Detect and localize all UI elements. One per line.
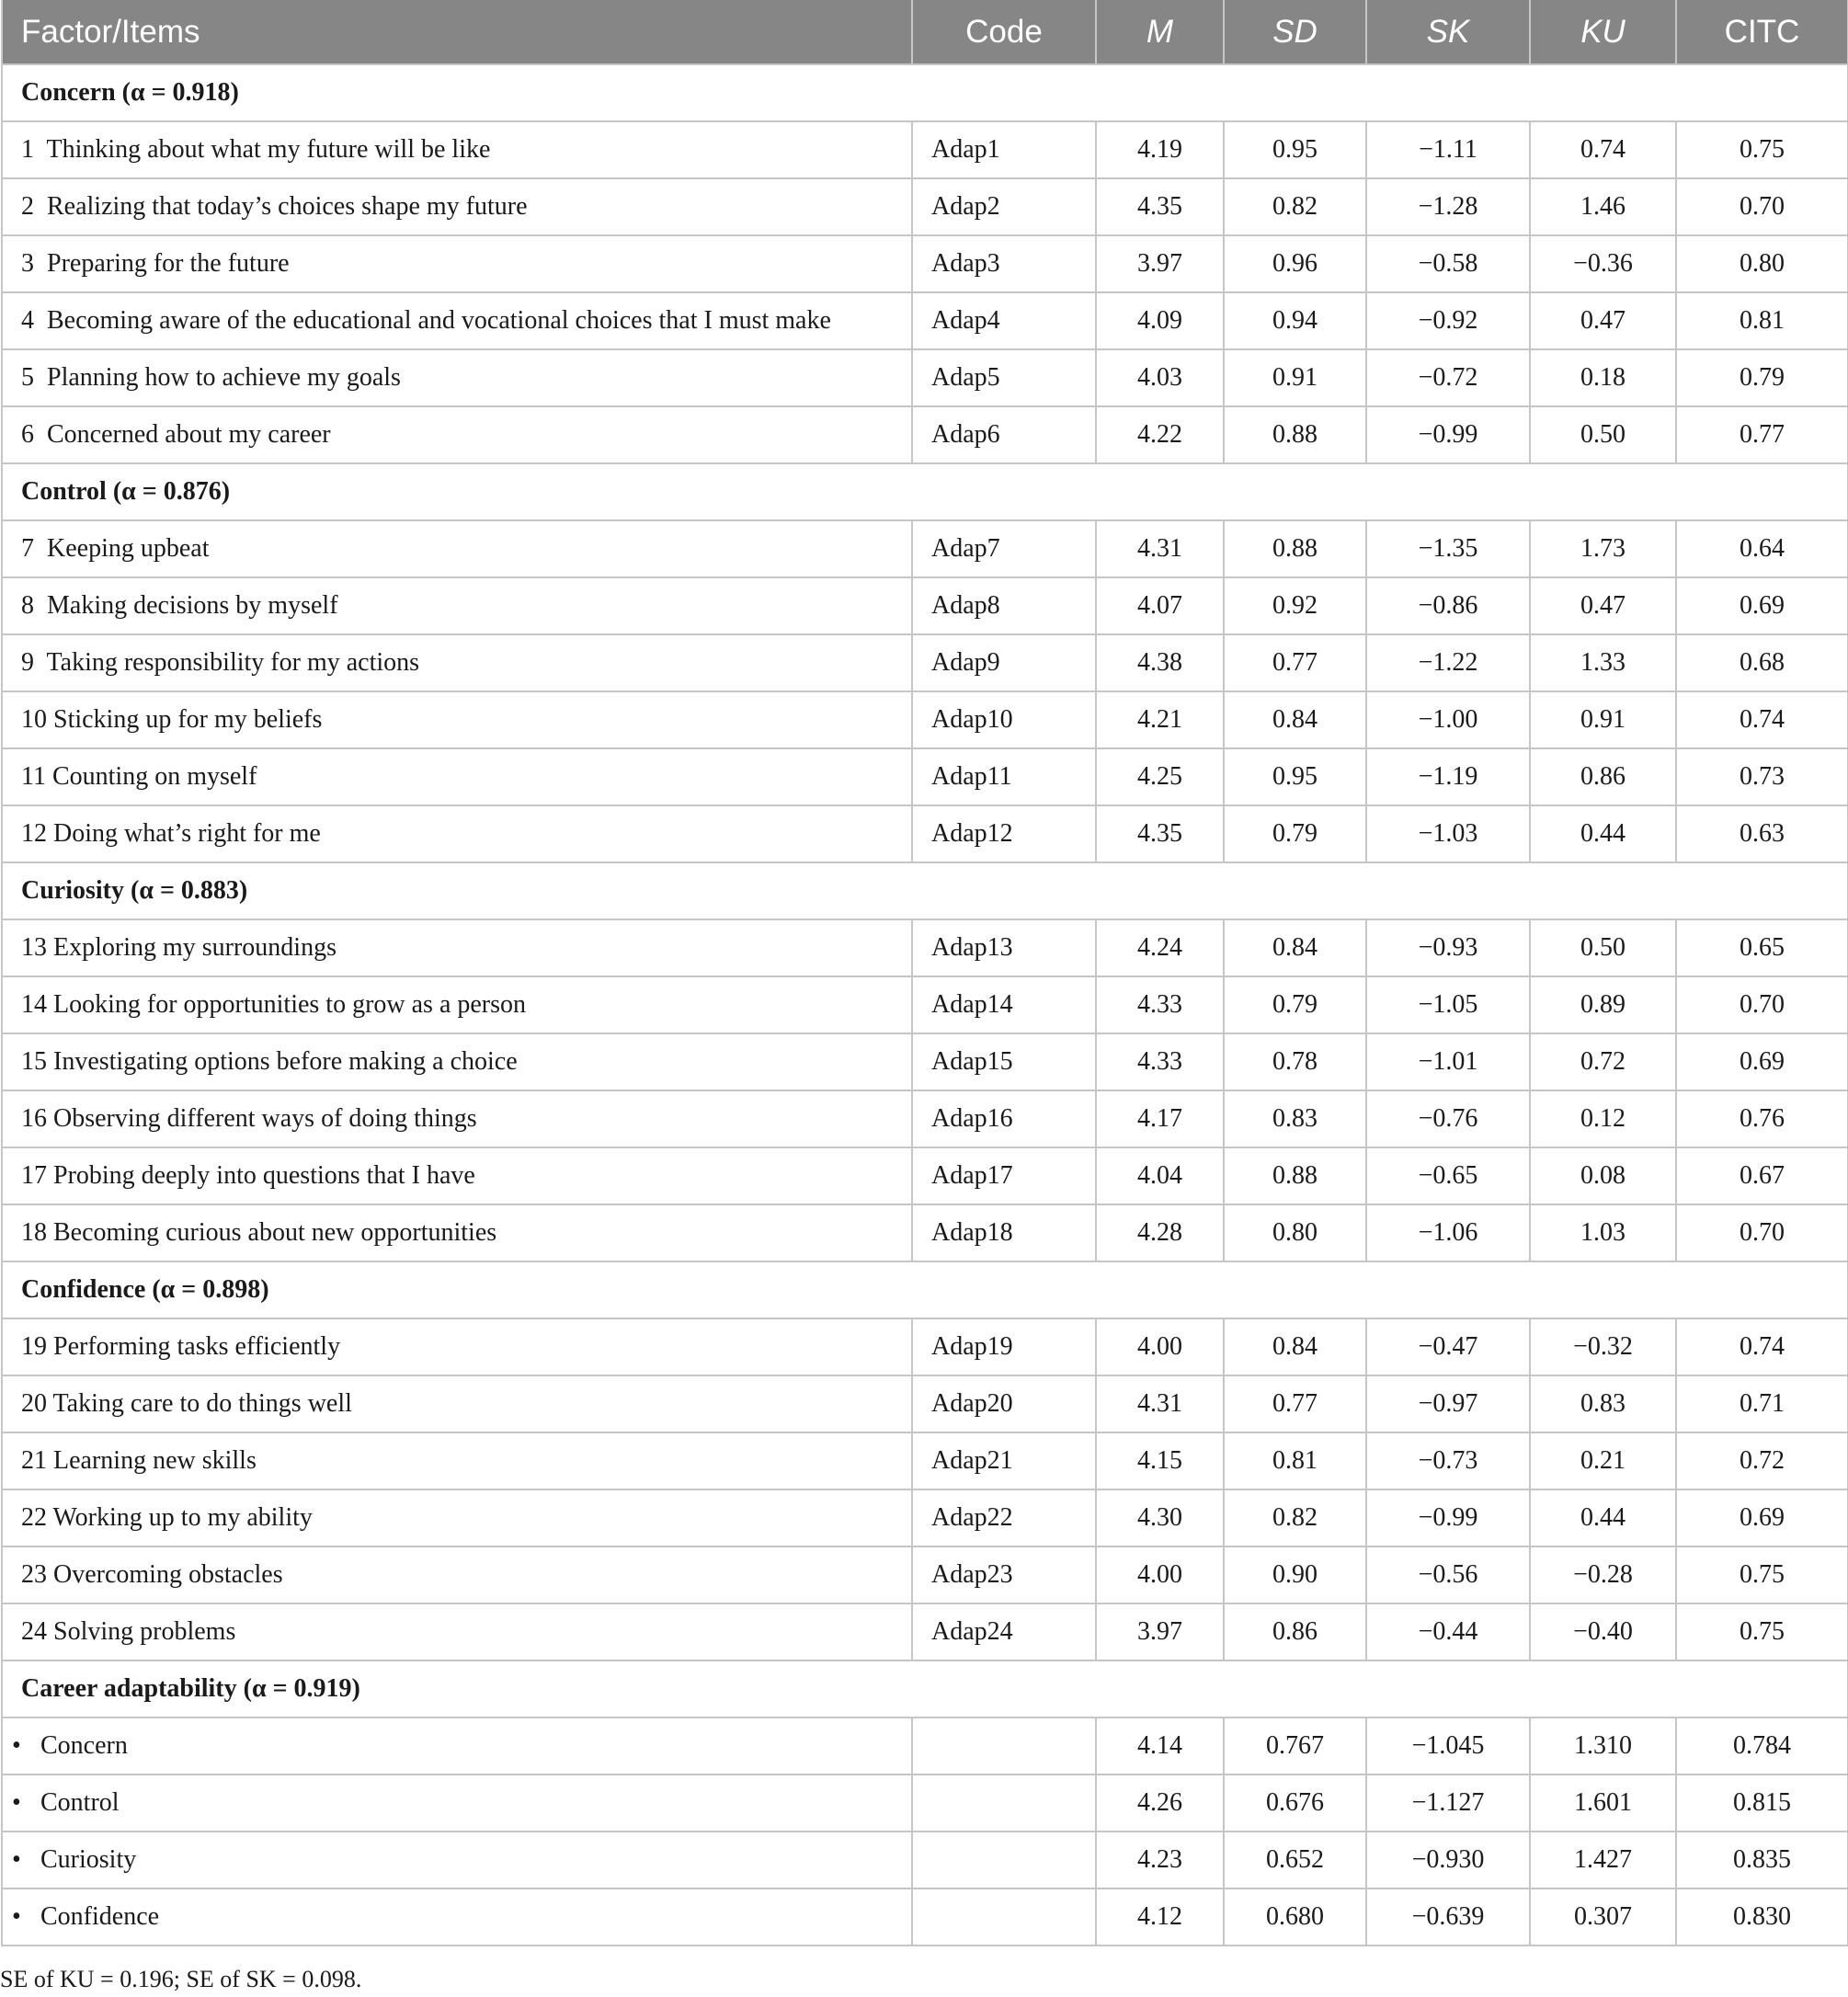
item-label: 18 Becoming curious about new opportunities: [21, 1218, 497, 1247]
code-cell: Adap14: [912, 976, 1096, 1033]
bullet-icon: •: [12, 1902, 21, 1931]
item-label: 7 Keeping upbeat: [21, 534, 210, 563]
skewness-cell: −1.05: [1366, 976, 1530, 1033]
code-cell: Adap9: [912, 634, 1096, 691]
citc-cell: 0.81: [1676, 292, 1848, 349]
code-cell: Adap7: [912, 520, 1096, 577]
item-label-cell: [2, 577, 912, 634]
citc-cell: 0.75: [1676, 121, 1848, 178]
kurtosis-cell: 1.310: [1530, 1717, 1676, 1774]
sd-cell: 0.84: [1224, 919, 1366, 976]
kurtosis-cell: 0.08: [1530, 1147, 1676, 1204]
table-row: [2, 1033, 1848, 1090]
bullet-icon: •: [12, 1845, 21, 1874]
item-label: 16 Observing different ways of doing things: [21, 1104, 477, 1133]
header-mean: M: [1096, 1, 1224, 65]
item-label-cell: [2, 1090, 912, 1147]
table-row: [2, 1204, 1848, 1261]
citc-cell: 0.75: [1676, 1546, 1848, 1603]
citc-cell: 0.69: [1676, 1489, 1848, 1546]
bullet-icon: •: [12, 1788, 21, 1817]
mean-cell: 4.12: [1096, 1889, 1224, 1946]
code-cell: Adap11: [912, 748, 1096, 805]
skewness-cell: −1.35: [1366, 520, 1530, 577]
mean-cell: 4.26: [1096, 1774, 1224, 1832]
sd-cell: 0.680: [1224, 1889, 1366, 1946]
kurtosis-cell: 0.18: [1530, 349, 1676, 406]
sd-cell: 0.95: [1224, 748, 1366, 805]
table-row: [2, 1832, 1848, 1889]
skewness-cell: −0.56: [1366, 1546, 1530, 1603]
table-row: [2, 1889, 1848, 1946]
code-cell: Adap15: [912, 1033, 1096, 1090]
skewness-cell: −0.86: [1366, 577, 1530, 634]
item-label: 11 Counting on myself: [21, 762, 257, 791]
kurtosis-cell: 0.72: [1530, 1033, 1676, 1090]
mean-cell: 4.15: [1096, 1432, 1224, 1489]
mean-cell: 4.14: [1096, 1717, 1224, 1774]
kurtosis-cell: 0.44: [1530, 1489, 1676, 1546]
code-cell: Adap2: [912, 178, 1096, 235]
sd-cell: 0.77: [1224, 634, 1366, 691]
citc-cell: 0.815: [1676, 1774, 1848, 1832]
item-label-cell: [2, 1546, 912, 1603]
citc-cell: 0.64: [1676, 520, 1848, 577]
sd-cell: 0.81: [1224, 1432, 1366, 1489]
kurtosis-cell: 0.47: [1530, 292, 1676, 349]
item-label: 22 Working up to my ability: [21, 1503, 313, 1532]
item-label: 9 Taking responsibility for my actions: [21, 648, 420, 677]
mean-cell: 4.07: [1096, 577, 1224, 634]
code-cell: Adap8: [912, 577, 1096, 634]
item-label: 2 Realizing that today’s choices shape my future: [21, 192, 528, 221]
statistics-table: [1, 0, 1848, 1946]
section-header-row: [2, 1660, 1848, 1717]
code-cell: [912, 1889, 1096, 1946]
sd-cell: 0.84: [1224, 691, 1366, 748]
citc-cell: 0.65: [1676, 919, 1848, 976]
table-row: [2, 1090, 1848, 1147]
skewness-cell: −0.930: [1366, 1832, 1530, 1889]
code-cell: Adap10: [912, 691, 1096, 748]
citc-cell: 0.68: [1676, 634, 1848, 691]
sd-cell: 0.90: [1224, 1546, 1366, 1603]
skewness-cell: −0.76: [1366, 1090, 1530, 1147]
mean-cell: 4.33: [1096, 976, 1224, 1033]
mean-cell: 3.97: [1096, 1603, 1224, 1660]
table-row: [2, 292, 1848, 349]
item-label-cell: [2, 748, 912, 805]
item-label-cell: [2, 1375, 912, 1432]
table-row: [2, 691, 1848, 748]
item-label: 17 Probing deeply into questions that I have: [21, 1161, 475, 1190]
table-row: [2, 634, 1848, 691]
mean-cell: 4.33: [1096, 1033, 1224, 1090]
kurtosis-cell: 0.21: [1530, 1432, 1676, 1489]
skewness-cell: −0.99: [1366, 1489, 1530, 1546]
item-label-cell: [2, 805, 912, 862]
table-row: [2, 1375, 1848, 1432]
table-row: [2, 121, 1848, 178]
kurtosis-cell: 0.44: [1530, 805, 1676, 862]
item-label-cell: [2, 1318, 912, 1375]
citc-cell: 0.74: [1676, 1318, 1848, 1375]
item-label-cell: [2, 634, 912, 691]
sd-cell: 0.88: [1224, 406, 1366, 463]
section-header-row: [2, 1261, 1848, 1318]
citc-cell: 0.63: [1676, 805, 1848, 862]
header-skewness: SK: [1366, 1, 1530, 65]
kurtosis-cell: 0.83: [1530, 1375, 1676, 1432]
item-label-cell: [2, 121, 912, 178]
sd-cell: 0.88: [1224, 1147, 1366, 1204]
header-citc: CITC: [1676, 1, 1848, 65]
citc-cell: 0.835: [1676, 1832, 1848, 1889]
sd-cell: 0.91: [1224, 349, 1366, 406]
sd-cell: 0.77: [1224, 1375, 1366, 1432]
table-row: [2, 1717, 1848, 1774]
mean-cell: 4.31: [1096, 520, 1224, 577]
sd-cell: 0.79: [1224, 805, 1366, 862]
item-label: 10 Sticking up for my beliefs: [21, 705, 323, 734]
item-label: Control: [40, 1788, 120, 1817]
sd-cell: 0.82: [1224, 1489, 1366, 1546]
skewness-cell: −0.73: [1366, 1432, 1530, 1489]
mean-cell: 4.17: [1096, 1090, 1224, 1147]
item-label-cell: [2, 292, 912, 349]
sd-cell: 0.94: [1224, 292, 1366, 349]
item-label: 8 Making decisions by myself: [21, 591, 338, 620]
skewness-cell: −0.99: [1366, 406, 1530, 463]
table-row: [2, 919, 1848, 976]
header-row: [2, 1, 1848, 65]
code-cell: Adap16: [912, 1090, 1096, 1147]
citc-cell: 0.69: [1676, 1033, 1848, 1090]
sd-cell: 0.80: [1224, 1204, 1366, 1261]
code-cell: Adap22: [912, 1489, 1096, 1546]
table-row: [2, 1432, 1848, 1489]
item-label: Concern: [40, 1731, 128, 1760]
table-row: [2, 577, 1848, 634]
sd-cell: 0.652: [1224, 1832, 1366, 1889]
header-sd: SD: [1224, 1, 1366, 65]
item-label-cell: [2, 1147, 912, 1204]
section-title: Curiosity (α = 0.883): [2, 862, 1848, 919]
section-header-row: [2, 862, 1848, 919]
table-row: [2, 976, 1848, 1033]
code-cell: Adap5: [912, 349, 1096, 406]
section-title: Career adaptability (α = 0.919): [2, 1660, 1848, 1717]
mean-cell: 4.21: [1096, 691, 1224, 748]
mean-cell: 4.25: [1096, 748, 1224, 805]
kurtosis-cell: 0.89: [1530, 976, 1676, 1033]
table-row: [2, 748, 1848, 805]
citc-cell: 0.72: [1676, 1432, 1848, 1489]
sd-cell: 0.79: [1224, 976, 1366, 1033]
section-header-row: [2, 64, 1848, 121]
code-cell: Adap17: [912, 1147, 1096, 1204]
sd-cell: 0.84: [1224, 1318, 1366, 1375]
sd-cell: 0.676: [1224, 1774, 1366, 1832]
table-row: [2, 1603, 1848, 1660]
citc-cell: 0.77: [1676, 406, 1848, 463]
skewness-cell: −0.93: [1366, 919, 1530, 976]
kurtosis-cell: 0.12: [1530, 1090, 1676, 1147]
mean-cell: 4.30: [1096, 1489, 1224, 1546]
sd-cell: 0.82: [1224, 178, 1366, 235]
item-label-cell: [2, 349, 912, 406]
kurtosis-cell: −0.32: [1530, 1318, 1676, 1375]
table-row: [2, 1774, 1848, 1832]
mean-cell: 4.22: [1096, 406, 1224, 463]
item-label-cell: [2, 1603, 912, 1660]
sd-cell: 0.78: [1224, 1033, 1366, 1090]
item-label: 3 Preparing for the future: [21, 249, 290, 278]
item-label: 13 Exploring my surroundings: [21, 933, 337, 962]
code-cell: Adap18: [912, 1204, 1096, 1261]
code-cell: Adap13: [912, 919, 1096, 976]
code-cell: Adap1: [912, 121, 1096, 178]
item-label: 19 Performing tasks efficiently: [21, 1332, 341, 1361]
citc-cell: 0.80: [1676, 235, 1848, 292]
item-label: 15 Investigating options before making a choice: [21, 1047, 518, 1076]
mean-cell: 3.97: [1096, 235, 1224, 292]
skewness-cell: −0.44: [1366, 1603, 1530, 1660]
citc-cell: 0.830: [1676, 1889, 1848, 1946]
sd-cell: 0.96: [1224, 235, 1366, 292]
item-label: Curiosity: [40, 1845, 137, 1874]
item-label-cell: [2, 1489, 912, 1546]
citc-cell: 0.70: [1676, 1204, 1848, 1261]
citc-cell: 0.79: [1676, 349, 1848, 406]
mean-cell: 4.19: [1096, 121, 1224, 178]
kurtosis-cell: 0.307: [1530, 1889, 1676, 1946]
item-label: 12 Doing what’s right for me: [21, 819, 321, 848]
kurtosis-cell: 0.91: [1530, 691, 1676, 748]
item-label-cell: [2, 520, 912, 577]
mean-cell: 4.38: [1096, 634, 1224, 691]
item-label: Confidence: [40, 1902, 160, 1931]
section-title: Confidence (α = 0.898): [2, 1261, 1848, 1318]
code-cell: Adap19: [912, 1318, 1096, 1375]
code-cell: Adap20: [912, 1375, 1096, 1432]
header-factor-items: Factor/Items: [2, 1, 912, 65]
sd-cell: 0.86: [1224, 1603, 1366, 1660]
citc-cell: 0.70: [1676, 178, 1848, 235]
item-label-cell: [2, 406, 912, 463]
table-row: [2, 235, 1848, 292]
item-label-cell: [2, 1774, 912, 1832]
bullet-icon: •: [12, 1731, 21, 1760]
item-label: 6 Concerned about my career: [21, 420, 331, 449]
table-row: [2, 178, 1848, 235]
citc-cell: 0.784: [1676, 1717, 1848, 1774]
item-label: 1 Thinking about what my future will be like: [21, 135, 491, 164]
skewness-cell: −1.01: [1366, 1033, 1530, 1090]
item-label: 24 Solving problems: [21, 1617, 236, 1646]
header-kurtosis: KU: [1530, 1, 1676, 65]
table-row: [2, 406, 1848, 463]
skewness-cell: −0.92: [1366, 292, 1530, 349]
kurtosis-cell: 0.50: [1530, 406, 1676, 463]
skewness-cell: −1.045: [1366, 1717, 1530, 1774]
sd-cell: 0.95: [1224, 121, 1366, 178]
table-row: [2, 1318, 1848, 1375]
mean-cell: 4.00: [1096, 1546, 1224, 1603]
item-label-cell: [2, 178, 912, 235]
citc-cell: 0.69: [1676, 577, 1848, 634]
kurtosis-cell: −0.28: [1530, 1546, 1676, 1603]
citc-cell: 0.75: [1676, 1603, 1848, 1660]
item-label: 4 Becoming aware of the educational and vocational choices that I must make: [21, 306, 831, 335]
table-row: [2, 349, 1848, 406]
skewness-cell: −0.65: [1366, 1147, 1530, 1204]
item-label-cell: [2, 691, 912, 748]
item-label-cell: [2, 1717, 912, 1774]
item-label-cell: [2, 1889, 912, 1946]
table-row: [2, 1546, 1848, 1603]
skewness-cell: −1.11: [1366, 121, 1530, 178]
mean-cell: 4.03: [1096, 349, 1224, 406]
section-header-row: [2, 463, 1848, 520]
skewness-cell: −1.127: [1366, 1774, 1530, 1832]
kurtosis-cell: 1.46: [1530, 178, 1676, 235]
item-label: 23 Overcoming obstacles: [21, 1560, 283, 1589]
item-label: 20 Taking care to do things well: [21, 1389, 352, 1418]
skewness-cell: −1.28: [1366, 178, 1530, 235]
table-footnote: SE of KU = 0.196; SE of SK = 0.098.: [0, 1966, 362, 1992]
code-cell: Adap12: [912, 805, 1096, 862]
kurtosis-cell: 0.47: [1530, 577, 1676, 634]
skewness-cell: −1.00: [1366, 691, 1530, 748]
mean-cell: 4.28: [1096, 1204, 1224, 1261]
item-label-cell: [2, 1432, 912, 1489]
mean-cell: 4.00: [1096, 1318, 1224, 1375]
kurtosis-cell: 0.86: [1530, 748, 1676, 805]
header-code: Code: [912, 1, 1096, 65]
item-label-cell: [2, 235, 912, 292]
mean-cell: 4.09: [1096, 292, 1224, 349]
skewness-cell: −1.19: [1366, 748, 1530, 805]
skewness-cell: −1.03: [1366, 805, 1530, 862]
code-cell: [912, 1774, 1096, 1832]
code-cell: [912, 1717, 1096, 1774]
citc-cell: 0.71: [1676, 1375, 1848, 1432]
item-label: 5 Planning how to achieve my goals: [21, 363, 401, 392]
kurtosis-cell: 1.601: [1530, 1774, 1676, 1832]
kurtosis-cell: 1.03: [1530, 1204, 1676, 1261]
skewness-cell: −0.639: [1366, 1889, 1530, 1946]
skewness-cell: −0.58: [1366, 235, 1530, 292]
kurtosis-cell: 1.33: [1530, 634, 1676, 691]
code-cell: Adap24: [912, 1603, 1096, 1660]
sd-cell: 0.767: [1224, 1717, 1366, 1774]
mean-cell: 4.35: [1096, 178, 1224, 235]
skewness-cell: −1.06: [1366, 1204, 1530, 1261]
item-label: 14 Looking for opportunities to grow as a person: [21, 990, 527, 1019]
table-row: [2, 805, 1848, 862]
code-cell: Adap21: [912, 1432, 1096, 1489]
sd-cell: 0.88: [1224, 520, 1366, 577]
code-cell: [912, 1832, 1096, 1889]
kurtosis-cell: 1.73: [1530, 520, 1676, 577]
item-label: 21 Learning new skills: [21, 1446, 257, 1475]
kurtosis-cell: −0.40: [1530, 1603, 1676, 1660]
sd-cell: 0.92: [1224, 577, 1366, 634]
item-label-cell: [2, 1832, 912, 1889]
item-label-cell: [2, 1033, 912, 1090]
citc-cell: 0.67: [1676, 1147, 1848, 1204]
table-row: [2, 520, 1848, 577]
mean-cell: 4.31: [1096, 1375, 1224, 1432]
section-title: Concern (α = 0.918): [2, 64, 1848, 121]
table-row: [2, 1147, 1848, 1204]
mean-cell: 4.35: [1096, 805, 1224, 862]
section-title: Control (α = 0.876): [2, 463, 1848, 520]
citc-cell: 0.74: [1676, 691, 1848, 748]
kurtosis-cell: 0.74: [1530, 121, 1676, 178]
code-cell: Adap3: [912, 235, 1096, 292]
citc-cell: 0.76: [1676, 1090, 1848, 1147]
skewness-cell: −1.22: [1366, 634, 1530, 691]
mean-cell: 4.04: [1096, 1147, 1224, 1204]
item-label-cell: [2, 1204, 912, 1261]
citc-cell: 0.70: [1676, 976, 1848, 1033]
kurtosis-cell: −0.36: [1530, 235, 1676, 292]
kurtosis-cell: 0.50: [1530, 919, 1676, 976]
kurtosis-cell: 1.427: [1530, 1832, 1676, 1889]
skewness-cell: −0.72: [1366, 349, 1530, 406]
code-cell: Adap4: [912, 292, 1096, 349]
skewness-cell: −0.97: [1366, 1375, 1530, 1432]
table-row: [2, 1489, 1848, 1546]
citc-cell: 0.73: [1676, 748, 1848, 805]
item-label-cell: [2, 919, 912, 976]
item-label-cell: [2, 976, 912, 1033]
sd-cell: 0.83: [1224, 1090, 1366, 1147]
skewness-cell: −0.47: [1366, 1318, 1530, 1375]
mean-cell: 4.23: [1096, 1832, 1224, 1889]
code-cell: Adap23: [912, 1546, 1096, 1603]
code-cell: Adap6: [912, 406, 1096, 463]
table-body: [2, 64, 1848, 1946]
table-header: [2, 1, 1848, 65]
mean-cell: 4.24: [1096, 919, 1224, 976]
